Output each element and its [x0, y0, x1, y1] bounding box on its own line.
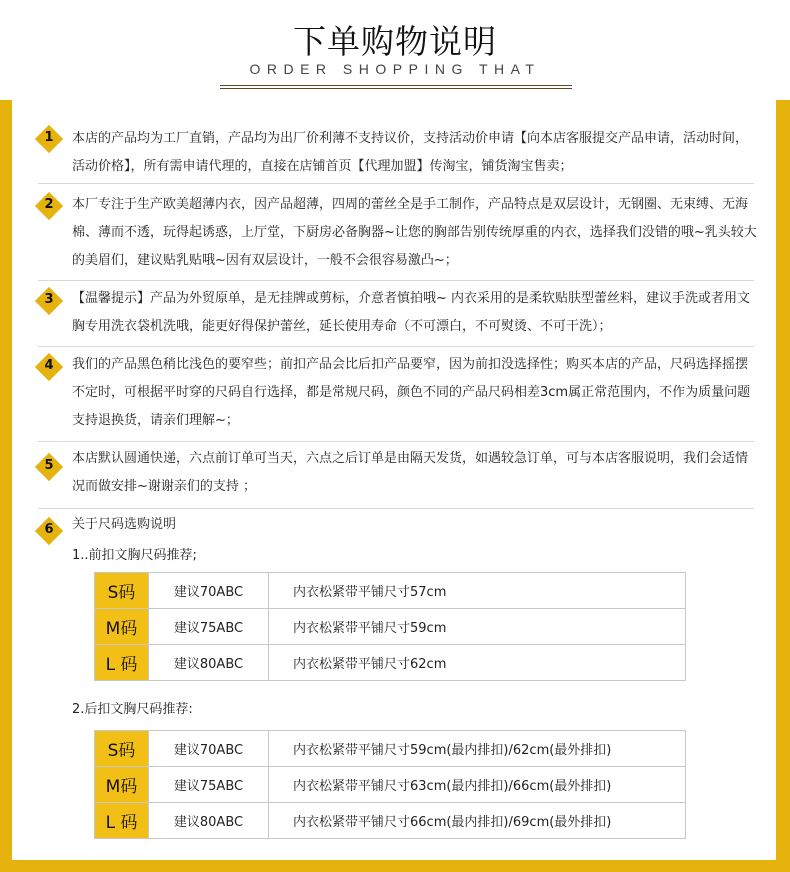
item-3-badge-icon: 3	[34, 286, 64, 316]
front-size-table	[94, 572, 686, 681]
size-cell: S码	[95, 731, 149, 767]
item-2-text: 本厂专注于生产欧美超薄内衣，因产品超薄，四周的蕾丝全是手工制作，产品特点是双层设计，无钢圈、无束缚、无海棉、薄而不透，玩得起诱惑，上厅堂，下厨房必备胸器~让您的胸部告别传统厚重的内衣，选择我们没错的哦~乳头较大的美眉们，建议贴乳贴哦~因有双层设计，一般不会很容易激凸~；	[72, 197, 757, 268]
item-5-text: 本店默认圆通快递，六点前订单可当天，六点之后订单是由隔天发货，如遇较急订单，可与本店客服说明，我们会适情况而做安排~谢谢亲们的支持 ；	[72, 451, 749, 494]
item-4-text: 我们的产品黑色稍比浅色的要窄些；前扣产品会比后扣产品要窄，因为前扣没选择性；购买本店的产品，尺码选择摇摆不定时，可根据平时穿的尺码自行选择，都是常规尺码，颜色不同的产品尺码相差3cm属正常范围内，不作为质量问题支持退换货，请亲们理解~；	[72, 357, 751, 428]
divider	[38, 346, 754, 347]
table-row	[95, 609, 686, 645]
size-cell: L 码	[95, 645, 149, 681]
table-row	[95, 645, 686, 681]
table-row	[95, 731, 686, 767]
item-2-badge-icon: 2	[34, 191, 64, 221]
divider	[38, 280, 754, 281]
item-3-text: 【温馨提示】产品为外贸原单，是无挂牌或剪标，介意者慎拍哦~ 内衣采用的是柔软贴肤型蕾丝料，建议手洗或者用文胸专用洗衣袋机洗哦，能更好得保护蕾丝，延长使用寿命（不可漂白，不可熨烫、不可干洗）；	[72, 291, 751, 334]
page-subtitle: ORDER SHOPPING THAT	[249, 61, 541, 77]
page-title: 下单购物说明	[293, 22, 497, 61]
title-rule-bottom	[220, 88, 572, 89]
desc-cell: 内衣松紧带平铺尺寸59cm(最内排扣)/62cm(最外排扣)	[269, 731, 686, 767]
divider	[38, 441, 754, 442]
desc-cell: 内衣松紧带平铺尺寸63cm(最内排扣)/66cm(最外排扣)	[269, 767, 686, 803]
suggest-cell: 建议80ABC	[149, 803, 269, 839]
table-row	[95, 767, 686, 803]
suggest-cell: 建议80ABC	[149, 645, 269, 681]
table-row	[95, 573, 686, 609]
table-row	[95, 803, 686, 839]
suggest-cell: 建议70ABC	[149, 731, 269, 767]
size-cell: L 码	[95, 803, 149, 839]
size-cell: M码	[95, 767, 149, 803]
front-size-title: 1..前扣文胸尺码推荐;	[72, 548, 197, 563]
item-5-badge-icon: 5	[34, 452, 64, 482]
desc-cell: 内衣松紧带平铺尺寸62cm	[269, 645, 686, 681]
suggest-cell: 建议70ABC	[149, 573, 269, 609]
desc-cell: 内衣松紧带平铺尺寸57cm	[269, 573, 686, 609]
item-4-badge-icon: 4	[34, 352, 64, 382]
divider	[38, 508, 754, 509]
suggest-cell: 建议75ABC	[149, 609, 269, 645]
suggest-cell: 建议75ABC	[149, 767, 269, 803]
desc-cell: 内衣松紧带平铺尺寸66cm(最内排扣)/69cm(最外排扣)	[269, 803, 686, 839]
item-6-badge-icon: 6	[34, 516, 64, 546]
divider	[38, 183, 754, 184]
header	[0, 0, 790, 100]
item-1-badge-icon: 1	[34, 124, 64, 154]
size-cell: M码	[95, 609, 149, 645]
back-size-table	[94, 730, 686, 839]
title-rule-top	[220, 85, 572, 86]
back-size-title: 2.后扣文胸尺码推荐:	[72, 702, 193, 717]
desc-cell: 内衣松紧带平铺尺寸59cm	[269, 609, 686, 645]
item-6-text: 关于尺码选购说明	[72, 517, 177, 532]
item-1-text: 本店的产品均为工厂直销，产品均为出厂价利薄不支持议价，支持活动价申请【向本店客服提交产品申请，活动时间，活动价格】，所有需申请代理的，直接在店铺首页【代理加盟】传淘宝，铺货淘宝售卖；	[72, 131, 749, 174]
size-cell: S码	[95, 573, 149, 609]
